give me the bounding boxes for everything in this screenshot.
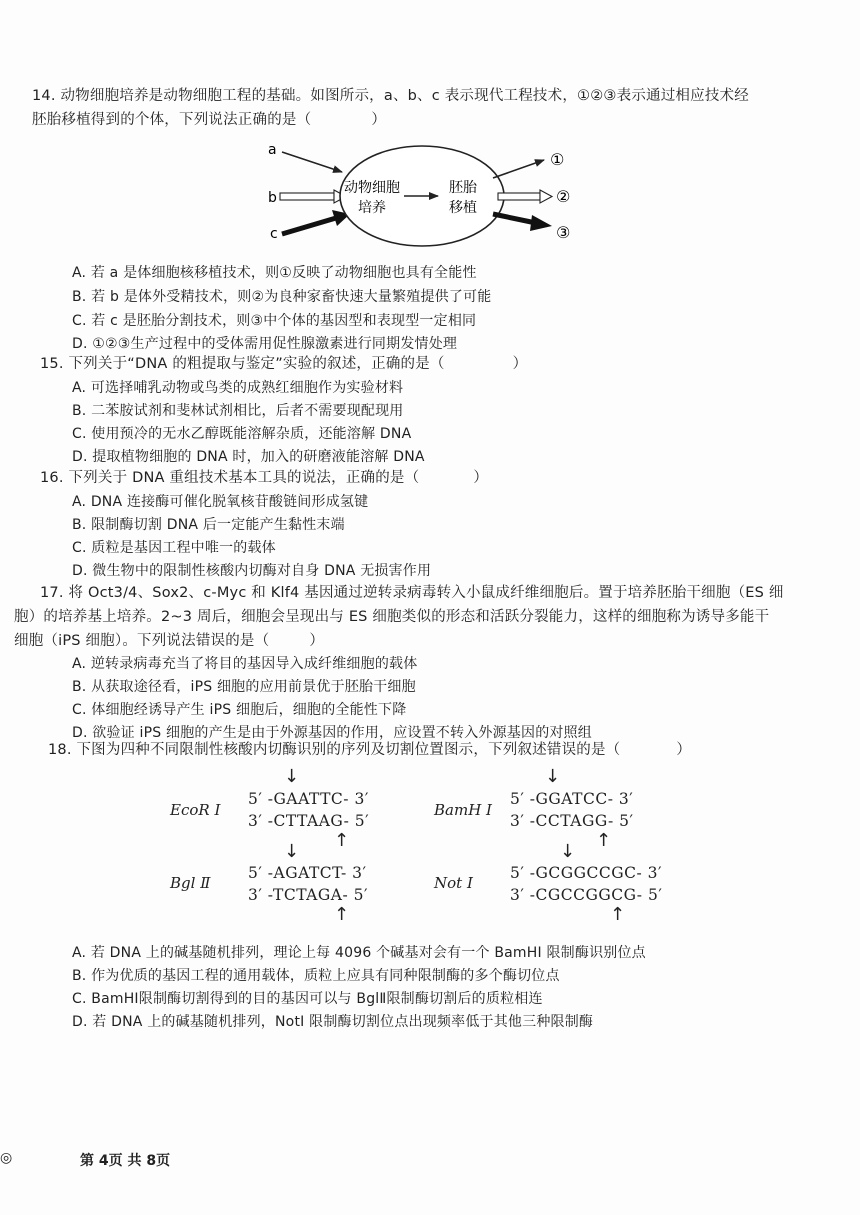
q17-stem-line3 [14, 629, 794, 653]
ecori-cut-bottom-arrow: ↑ [334, 830, 350, 851]
bglii-name: Bgl Ⅱ [170, 874, 211, 892]
bglii-cut-top-arrow: ↓ [284, 841, 300, 862]
q18-option-d: D. 若 DNA 上的碱基随机排列，NotI 限制酶切割位点出现频率低于其他三种限制酶 [72, 1014, 594, 1030]
step1-line2: 培养 [358, 200, 386, 216]
bamhi-cut-bottom-arrow: ↑ [596, 830, 612, 851]
q14-stem-line2 [32, 108, 812, 132]
q16-option-c: C. 质粒是基因工程中唯一的载体 [72, 540, 276, 556]
q17-option-a: A. 逆转录病毒充当了将目的基因导入成纤维细胞的载体 [72, 656, 418, 672]
q16-option-d: D. 微生物中的限制性核酸内切酶对自身 DNA 无损害作用 [72, 563, 432, 579]
noti-cut-top-arrow: ↓ [560, 841, 576, 862]
ecori-bottom-strand: 3′ -CTTAAG- 5′ [248, 812, 370, 830]
q15-option-d: D. 提取植物细胞的 DNA 时，加入的研磨液能溶解 DNA [72, 449, 425, 465]
ecori-name: EcoR Ⅰ [170, 801, 221, 819]
output-2: ② [556, 187, 571, 206]
q18-stem-close: ） [676, 742, 692, 758]
input-c-label: c [270, 226, 278, 242]
q14-option-c: C. 若 c 是胚胎分割技术，则③中个体的基因型和表现型一定相同 [72, 313, 477, 329]
q16-option-b: B. 限制酶切割 DNA 后一定能产生黏性末端 [72, 517, 345, 533]
bglii-bottom-strand: 3′ -TCTAGA- 5′ [248, 886, 368, 904]
noti-cut-bottom-arrow: ↑ [610, 904, 626, 925]
q18-option-a: A. 若 DNA 上的碱基随机排列，理论上每 4096 个碱基对会有一个 BamHI 限制酶识别位点 [72, 945, 646, 961]
q18-option-b: B. 作为优质的基因工程的通用载体，质粒上应具有同种限制酶的多个酶切位点 [72, 968, 560, 984]
output-1: ① [550, 150, 565, 169]
noti-name: Not Ⅰ [434, 874, 473, 892]
step1-line1: 动物细胞 [344, 180, 400, 196]
bglii-top-strand: 5′ -AGATCT- 3′ [248, 864, 367, 882]
ecori-top-strand: 5′ -GAATTC- 3′ [248, 790, 369, 808]
footer-mark: ◎ [0, 1150, 13, 1166]
bamhi-bottom-strand: 3′ -CCTAGG- 5′ [510, 812, 634, 830]
bamhi-cut-top-arrow: ↓ [545, 766, 561, 787]
arrow-out-3-head [530, 215, 552, 231]
q15-option-a: A. 可选择哺乳动物或鸟类的成熟红细胞作为实验材料 [72, 380, 404, 396]
q18-stem [48, 738, 828, 762]
q15-stem-text: 15. 下列关于“DNA 的粗提取与鉴定”实验的叙述，正确的是（ [40, 356, 445, 372]
input-a-label: a [268, 142, 277, 158]
arrow-b-shaft [280, 193, 334, 200]
input-b-label: b [268, 190, 277, 206]
page-number: 第 4页 共 8页 [80, 1153, 171, 1169]
q16-option-a: A. DNA 连接酶可催化脱氧核苷酸链间形成氢键 [72, 494, 369, 510]
q15-option-c: C. 使用预冷的无水乙醇既能溶解杂质，还能溶解 DNA [72, 426, 412, 442]
step2-line2: 移植 [449, 200, 477, 216]
bamhi-top-strand: 5′ -GGATCC- 3′ [510, 790, 634, 808]
q14-stem-close: ） [371, 112, 387, 128]
q17-option-b: B. 从获取途径看，iPS 细胞的应用前景优于胚胎干细胞 [72, 679, 416, 695]
q17-option-c: C. 体细胞经诱导产生 iPS 细胞后，细胞的全能性下降 [72, 702, 407, 718]
q15-stem [40, 352, 820, 376]
q14-option-a: A. 若 a 是体细胞核移植技术，则①反映了动物细胞也具有全能性 [72, 265, 477, 281]
arrow-out-2-shaft [498, 193, 540, 200]
step2-line1: 胚胎 [449, 180, 477, 196]
arrow-out-1 [493, 160, 544, 178]
q14-option-d: D. ①②③生产过程中的受体需用促性腺激素进行同期发情处理 [72, 336, 458, 352]
arrow-out-2-head [540, 190, 552, 203]
q15-stem-close: ） [512, 356, 528, 372]
q16-stem-text: 16. 下列关于 DNA 重组技术基本工具的说法，正确的是（ [40, 470, 420, 486]
arrow-a [282, 152, 342, 172]
q14-stem-line1: 14. 动物细胞培养是动物细胞工程的基础。如图所示，a、b、c 表示现代工程技术，①②③表示通过相应技术经 [32, 88, 749, 104]
q18-option-c: C. BamHⅠ限制酶切割得到的目的基因可以与 BglⅡ限制酶切割后的质粒相连 [72, 991, 543, 1007]
q14-diagram [260, 138, 590, 248]
q17-stem-line2: 胞）的培养基上培养。2~3 周后，细胞会呈现出与 ES 细胞类似的形态和活跃分裂能力，这样的细胞称为诱导多能干 [14, 609, 770, 625]
q18-stem-text: 18. 下图为四种不同限制性核酸内切酶识别的序列及切割位置图示，下列叙述错误的是（ [48, 742, 621, 758]
q14-option-b: B. 若 b 是体外受精技术，则②为良种家畜快速大量繁殖提供了可能 [72, 289, 492, 305]
ecori-cut-top-arrow: ↓ [284, 766, 300, 787]
q15-option-b: B. 二苯胺试剂和斐林试剂相比，后者不需要现配现用 [72, 403, 404, 419]
bamhi-name: BamH Ⅰ [434, 801, 492, 819]
q17-stem-line1: 17. 将 Oct3/4、Sox2、c-Myc 和 Klf4 基因通过逆转录病毒转入小鼠成纤维细胞后。置于培养胚胎干细胞（ES 细 [40, 585, 784, 601]
q14-stem-text: 胚胎移植得到的个体，下列说法正确的是（ [32, 112, 312, 128]
q17-option-d: D. 欲验证 iPS 细胞的产生是由于外源基因的作用，应设置不转入外源基因的对照组 [72, 725, 592, 741]
arrow-c-shaft [282, 218, 336, 234]
bglii-cut-bottom-arrow: ↑ [334, 904, 350, 925]
q16-stem [40, 466, 820, 490]
q16-stem-close: ） [473, 470, 489, 486]
q17-stem-close: ） [309, 633, 325, 649]
output-3: ③ [556, 223, 571, 242]
noti-bottom-strand: 3′ -CGCCGGCG- 5′ [510, 886, 663, 904]
arrow-out-3-shaft [493, 214, 536, 223]
q17-stem-text: 细胞（iPS 细胞）。下列说法错误的是（ [14, 633, 270, 649]
noti-top-strand: 5′ -GCGGCCGC- 3′ [510, 864, 663, 882]
